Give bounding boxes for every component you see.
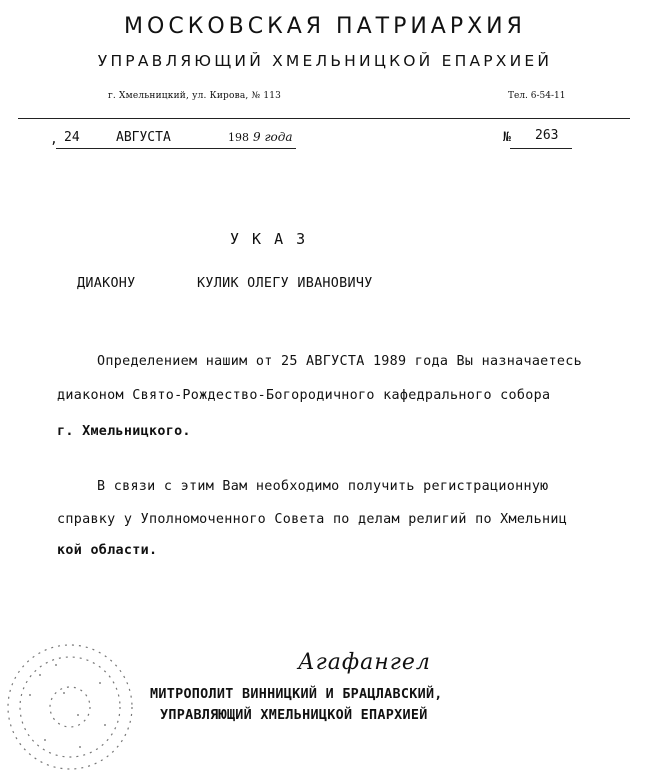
signature-title-line2: УПРАВЛЯЮЩИЙ ХМЕЛЬНИЦКОЙ ЕПАРХИЕЙ: [160, 708, 428, 723]
handwritten-signature: Агафангел: [298, 650, 431, 675]
dateline-number-label: №: [503, 130, 511, 145]
dateline-number: 263: [535, 128, 559, 143]
dateline-year-suffix: 9 года: [253, 130, 293, 144]
letterhead-org: МОСКОВСКАЯ ПАТРИАРХИЯ: [124, 14, 526, 39]
paragraph1-line2: диаконом Свято-Рождество-Богородичного кафедрального собора: [57, 388, 551, 403]
paragraph2-line1: В связи с этим Вам необходимо получить регистрационную: [97, 479, 549, 494]
paragraph1-line3: г. Хмельницкого.: [57, 424, 191, 439]
letterhead-address: г. Хмельницкий, ул. Кирова, № 113: [108, 91, 282, 101]
addressee-name: КУЛИК ОЛЕГУ ИВАНОВИЧУ: [197, 276, 373, 291]
letterhead-rule: [18, 118, 630, 119]
dateline-year-prefix: 198: [228, 131, 249, 144]
dateline-month: АВГУСТА: [116, 130, 171, 145]
paragraph2-line2: справку у Уполномоченного Совета по делам религий по Хмельниц: [57, 512, 568, 527]
addressee-role: ДИАКОНУ: [77, 276, 136, 291]
paragraph2-line3: кой области.: [57, 543, 158, 558]
dateline-comma: ,: [50, 132, 58, 147]
seal-stamp-icon: [0, 635, 150, 775]
doc-title: У К А З: [230, 230, 308, 248]
dateline-day: 24: [64, 130, 80, 145]
dateline-number-underline: [510, 148, 572, 149]
letterhead-dept: УПРАВЛЯЮЩИЙ ХМЕЛЬНИЦКОЙ ЕПАРХИЕЙ: [97, 52, 553, 70]
dateline-underline: [56, 148, 296, 149]
signature-title-line1: МИТРОПОЛИТ ВИННИЦКИЙ И БРАЦЛАВСКИЙ,: [150, 687, 443, 702]
paragraph1-line1: Определением нашим от 25 АВГУСТА 1989 года Вы назначаетесь: [97, 354, 582, 369]
letterhead-phone: Тел. 6-54-11: [508, 91, 566, 101]
